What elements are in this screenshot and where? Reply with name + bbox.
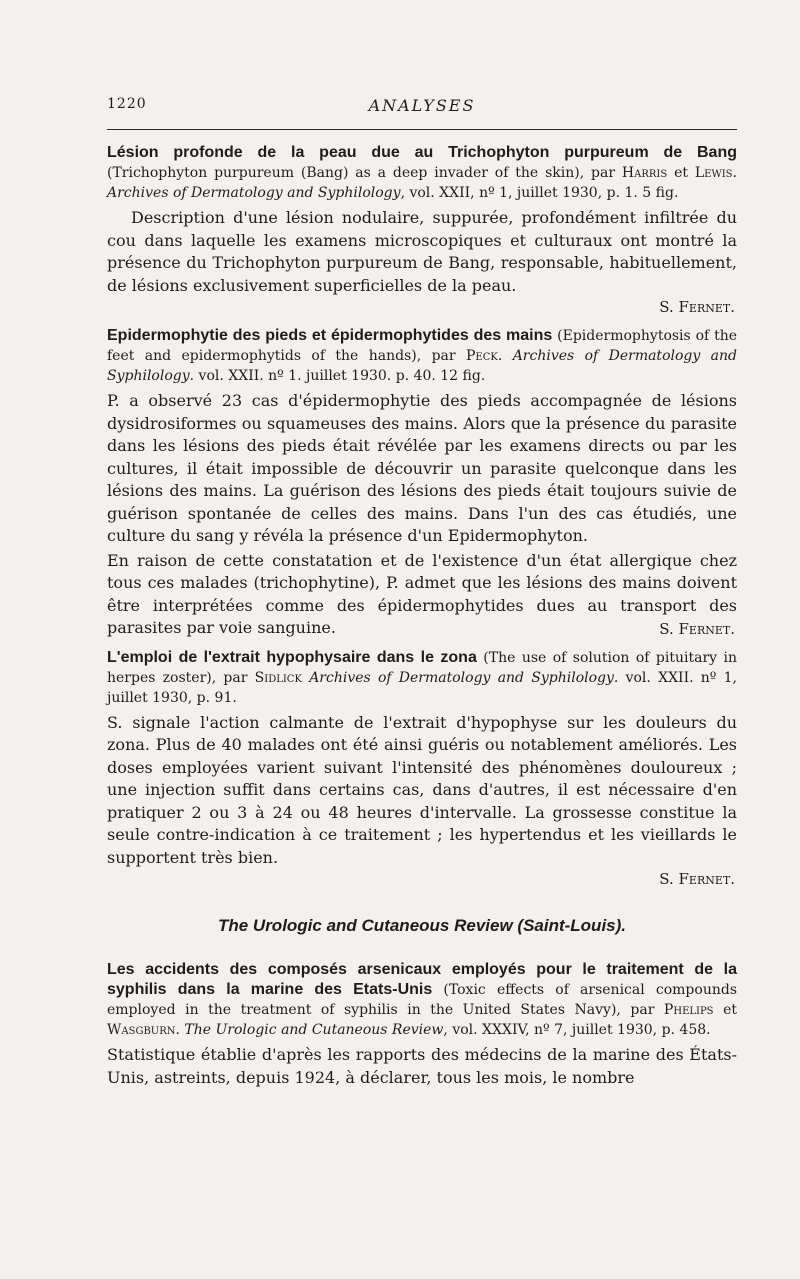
citation-details: , vol. XXII, nº 1, juillet 1930, p. 1. 5 fig. xyxy=(400,185,679,201)
page-header xyxy=(107,96,737,118)
article-citation: (Epidermophytosis of the feet and epidermophytids of the hands), par xyxy=(107,328,737,364)
author-name: Lewis xyxy=(694,165,733,181)
journal-name: Archives of Dermatology and Syphilology xyxy=(107,348,737,384)
article-citation: (The use of solution of pituitary in herpes zoster), par xyxy=(107,649,737,686)
article-paragraph: S. signale l'action calmante de l'extrait d'hypophyse sur les douleurs du zona. Plus de 40 malades ont été ainsi guéris ou notablement améliorés. Les doses employées varient suivant l'intensité des phénomènes douloureux ; une injection suffit dans certains cas, dans d'autres, il est nécessaire d'en pratiquer 2 ou 3 à 24 ou 48 heures d'intervalle. La grossesse constitue la seule contre-indication à ce traitement ; les hypertendus et les vieillards le supportent très bien. xyxy=(107,712,737,867)
journal-name: Archives of Dermatology and Syphilology xyxy=(309,669,614,686)
article-paragraph: P. a observé 23 cas d'épidermophytie des pieds accompagnée de lésions dysidrosiformes ou squameuses des mains. Alors que la présence du parasite dans les lésions des pieds était révélée par les examens directs ou par les cultures, il était impossible de découvrir un parasite quelconque dans les lésions des mains. La guérison des lésions des pieds était toujours suivie de guérison spontanée de celles des mains. Dans l'un des cas étudiés, une culture du sang y révéla la présence d'un Epidermophyton. xyxy=(107,391,737,545)
article xyxy=(107,648,737,891)
page-content xyxy=(107,143,737,1097)
article-heading xyxy=(107,143,737,203)
citation-details: . vol. XXII. nº 1. juillet 1930. p. 40. 12 fig. xyxy=(189,368,486,384)
citation-separator: . xyxy=(732,165,737,181)
author-name: Harris xyxy=(621,165,668,181)
article xyxy=(107,326,737,640)
author-name: Wasgburn xyxy=(107,1022,176,1038)
article-title: Lésion profonde de la peau due au Trichophyton purpureum de Bang xyxy=(107,144,737,161)
article-signature: S. Fernet. xyxy=(659,870,735,888)
article xyxy=(107,143,737,318)
article-heading xyxy=(107,960,737,1040)
author-name: Phelips xyxy=(663,1002,714,1018)
article xyxy=(107,960,737,1089)
article-signature: S. Fernet. xyxy=(659,619,735,638)
author-name: Peck xyxy=(465,348,498,364)
article-paragraph: Statistique établie d'après les rapports des médecins de la marine des États-Unis, astreints, depuis 1924, à déclarer, tous les mois, le nombre xyxy=(107,1045,737,1087)
running-title: ANALYSES xyxy=(368,96,476,115)
section-title: The Urologic and Cutaneous Review (Saint-Louis). xyxy=(217,916,627,935)
article-title: Epidermophytie des pieds et épidermophytides des mains xyxy=(107,327,553,344)
citation-separator: . xyxy=(497,348,513,364)
article-title: L'emploi de l'extrait hypophysaire dans le zona xyxy=(107,648,477,666)
article-title: Les accidents des composés arsenicaux employés pour le traitement de la syphilis dans la marine des Etats-Unis xyxy=(107,961,737,998)
article-signature: S. Fernet. xyxy=(659,298,735,316)
article-heading xyxy=(107,648,737,708)
page-number: 1220 xyxy=(107,96,147,112)
header-rule xyxy=(107,129,737,130)
journal-name: Archives of Dermatology and Syphilology xyxy=(107,185,401,201)
citation-separator: . xyxy=(175,1022,185,1038)
journal-name: The Urologic and Cutaneous Review xyxy=(184,1022,444,1038)
citation-details: . vol. XXII. nº 1, juillet 1930, p. 91. xyxy=(107,669,737,706)
citation-and: et xyxy=(667,165,695,181)
citation-and: et xyxy=(713,1002,737,1018)
article-paragraph: Description d'une lésion nodulaire, suppurée, profondément infiltrée du cou dans laquelle les examens microscopiques et culturaux ont montré la présence du Trichophyton purpureum de Bang, responsable, habituellement, de lésions exclusivement superficielles de la peau. xyxy=(107,208,737,295)
article-citation: (Toxic effects of arsenical compounds employed in the treatment of syphilis in the United States Navy), par xyxy=(107,982,738,1018)
article-citation: (Trichophyton purpureum (Bang) as a deep invader of the skin), par xyxy=(107,165,622,181)
author-name: Sidlick xyxy=(254,669,302,686)
citation-details: , vol. XXXIV, nº 7, juillet 1930, p. 458. xyxy=(443,1022,711,1038)
article-paragraph: En raison de cette constatation et de l'existence d'un état allergique chez tous ces malades (trichophytine), P. admet que les lésions des mains doivent être interprétées comme des épidermophytides dues au transport des parasites par voie sanguine. xyxy=(107,550,737,637)
article-heading xyxy=(107,326,737,386)
